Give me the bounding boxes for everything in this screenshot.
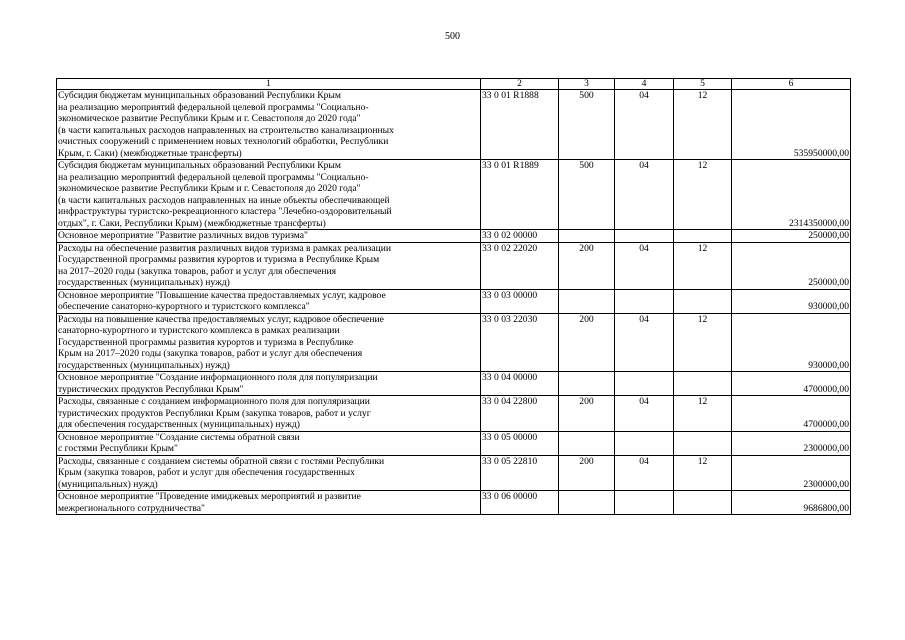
row-amount: 2300000,00 <box>732 431 851 455</box>
row-expense-type <box>559 372 615 396</box>
row-code: 33 0 06 00000 <box>481 491 559 515</box>
table-row <box>57 230 851 243</box>
header-row <box>57 79 851 90</box>
row-description-text: Основное мероприятие "Создание системы обратной связи с гостями Республики Крым" <box>58 431 300 454</box>
row-code: 33 0 01 R1888 <box>481 90 559 160</box>
row-section <box>615 372 674 396</box>
row-amount: 9686800,00 <box>732 491 851 515</box>
row-subsection <box>674 230 732 243</box>
table-row <box>57 396 851 432</box>
row-description-text: Основное мероприятие "Развитие различных видов туризма" <box>58 230 308 241</box>
header-col-5: 5 <box>674 79 732 90</box>
row-amount: 2314350000,00 <box>732 160 851 230</box>
row-code: 33 0 01 R1889 <box>481 160 559 230</box>
row-subsection <box>674 491 732 515</box>
row-description-text: Субсидия бюджетам муниципальных образований Республики Крым на реализацию мероприятий федеральной целевой программы "Социально- экономическое развитие Республики Крым и г. Севастополя до 2020 года" (в части капитальных расходов направленных на строительство канализационных очистных сооружений с применением новых технологий обработки, Республики Крым, г. Саки) (межбюджетные трансферты) <box>58 90 394 159</box>
row-section: 04 <box>615 313 674 372</box>
row-section <box>615 491 674 515</box>
row-expense-type: 200 <box>559 313 615 372</box>
row-expense-type: 500 <box>559 90 615 160</box>
row-description <box>57 431 481 455</box>
header-col-3: 3 <box>559 79 615 90</box>
budget-table <box>56 78 851 515</box>
row-description-text: Расходы на повышение качества предоставляемых услуг, кадровое обеспечение санаторно-курортного и туристского комплекса в рамках реализации Государственной программы развития курортов и туризма в Республике Крым на 2017–2020 годы (закупка товаров, работ и услуг для обеспечения государственных (муниципальных) нужд) <box>58 313 384 371</box>
row-description <box>57 90 481 160</box>
row-description-text: Расходы, связанные с созданием системы обратной связи с гостями Республики Крым (закупка товаров, работ и услуг для обеспечения государственных (муниципальных) нужд) <box>58 455 385 490</box>
table-row <box>57 431 851 455</box>
row-amount: 930000,00 <box>732 313 851 372</box>
row-description <box>57 455 481 491</box>
row-amount: 930000,00 <box>732 289 851 313</box>
row-section: 04 <box>615 160 674 230</box>
row-section <box>615 230 674 243</box>
row-description <box>57 396 481 432</box>
row-description-text: Расходы, связанные с созданием информационного поля для популяризации туристических продуктов Республики Крым (закупка товаров, работ и услуг для обеспечения государственных (муниципальных) нужд) <box>58 396 371 430</box>
row-expense-type <box>559 491 615 515</box>
row-subsection: 12 <box>674 160 732 230</box>
row-description <box>57 491 481 515</box>
row-code: 33 0 05 00000 <box>481 431 559 455</box>
row-code: 33 0 04 22800 <box>481 396 559 432</box>
header-col-2: 2 <box>481 79 559 90</box>
row-description <box>57 289 481 313</box>
row-code: 33 0 05 22810 <box>481 455 559 491</box>
table-row <box>57 90 851 160</box>
row-description <box>57 230 481 243</box>
row-description-text: Основное мероприятие "Повышение качества предоставляемых услуг, кадровое обеспечение санаторно-курортного и туристского комплекса" <box>58 289 386 312</box>
row-amount: 250000,00 <box>732 230 851 243</box>
header-col-1: 1 <box>57 79 481 90</box>
row-description <box>57 372 481 396</box>
row-code: 33 0 03 00000 <box>481 289 559 313</box>
row-description-text: Расходы на обеспечение развития различных видов туризма в рамках реализации Государственной программы развития курортов и туризма в Республике Крым на 2017–2020 годы (закупка товаров, работ и услуг для обеспечения государственных (муниципальных) нужд) <box>58 242 391 288</box>
row-expense-type <box>559 289 615 313</box>
row-section <box>615 431 674 455</box>
row-section: 04 <box>615 90 674 160</box>
table-row <box>57 289 851 313</box>
table-row <box>57 242 851 289</box>
row-amount: 535950000,00 <box>732 90 851 160</box>
row-subsection <box>674 431 732 455</box>
table-row <box>57 491 851 515</box>
row-amount: 4700000,00 <box>732 396 851 432</box>
table-row <box>57 455 851 491</box>
row-description-text: Основное мероприятие "Проведение имиджевых мероприятий и развитие межрегионального сотрудничества" <box>58 491 361 514</box>
row-amount: 2300000,00 <box>732 455 851 491</box>
row-description-text: Основное мероприятие "Создание информационного поля для популяризации туристических продуктов Республики Крым" <box>58 372 378 395</box>
row-section: 04 <box>615 242 674 289</box>
row-expense-type: 200 <box>559 455 615 491</box>
row-section: 04 <box>615 455 674 491</box>
row-expense-type: 200 <box>559 396 615 432</box>
row-code: 33 0 03 22030 <box>481 313 559 372</box>
row-section <box>615 289 674 313</box>
row-section: 04 <box>615 396 674 432</box>
row-code: 33 0 02 00000 <box>481 230 559 243</box>
row-subsection: 12 <box>674 396 732 432</box>
row-description <box>57 160 481 230</box>
row-expense-type <box>559 230 615 243</box>
row-amount: 4700000,00 <box>732 372 851 396</box>
row-description <box>57 313 481 372</box>
table-row <box>57 372 851 396</box>
row-subsection: 12 <box>674 455 732 491</box>
row-expense-type: 500 <box>559 160 615 230</box>
row-description <box>57 242 481 289</box>
header-col-6: 6 <box>732 79 851 90</box>
row-code: 33 0 02 22020 <box>481 242 559 289</box>
table-row <box>57 313 851 372</box>
row-expense-type: 200 <box>559 242 615 289</box>
header-col-4: 4 <box>615 79 674 90</box>
row-description-text: Субсидия бюджетам муниципальных образований Республики Крым на реализацию мероприятий федеральной целевой программы "Социально- экономическое развитие Республики Крым и г. Севастополя до 2020 года" (в части капитальных расходов направленных на иные объекты обеспечивающей инфраструктуры туристско-рекреационного кластера "Лечебно-оздоровительный отдых", г. Саки, Республики Крым) (межбюджетные трансферты) <box>58 160 392 229</box>
row-code: 33 0 04 00000 <box>481 372 559 396</box>
row-amount: 250000,00 <box>732 242 851 289</box>
row-subsection <box>674 289 732 313</box>
row-subsection <box>674 372 732 396</box>
row-expense-type <box>559 431 615 455</box>
page-number: 500 <box>445 31 460 42</box>
row-subsection: 12 <box>674 242 732 289</box>
row-subsection: 12 <box>674 90 732 160</box>
table-row <box>57 160 851 230</box>
row-subsection: 12 <box>674 313 732 372</box>
